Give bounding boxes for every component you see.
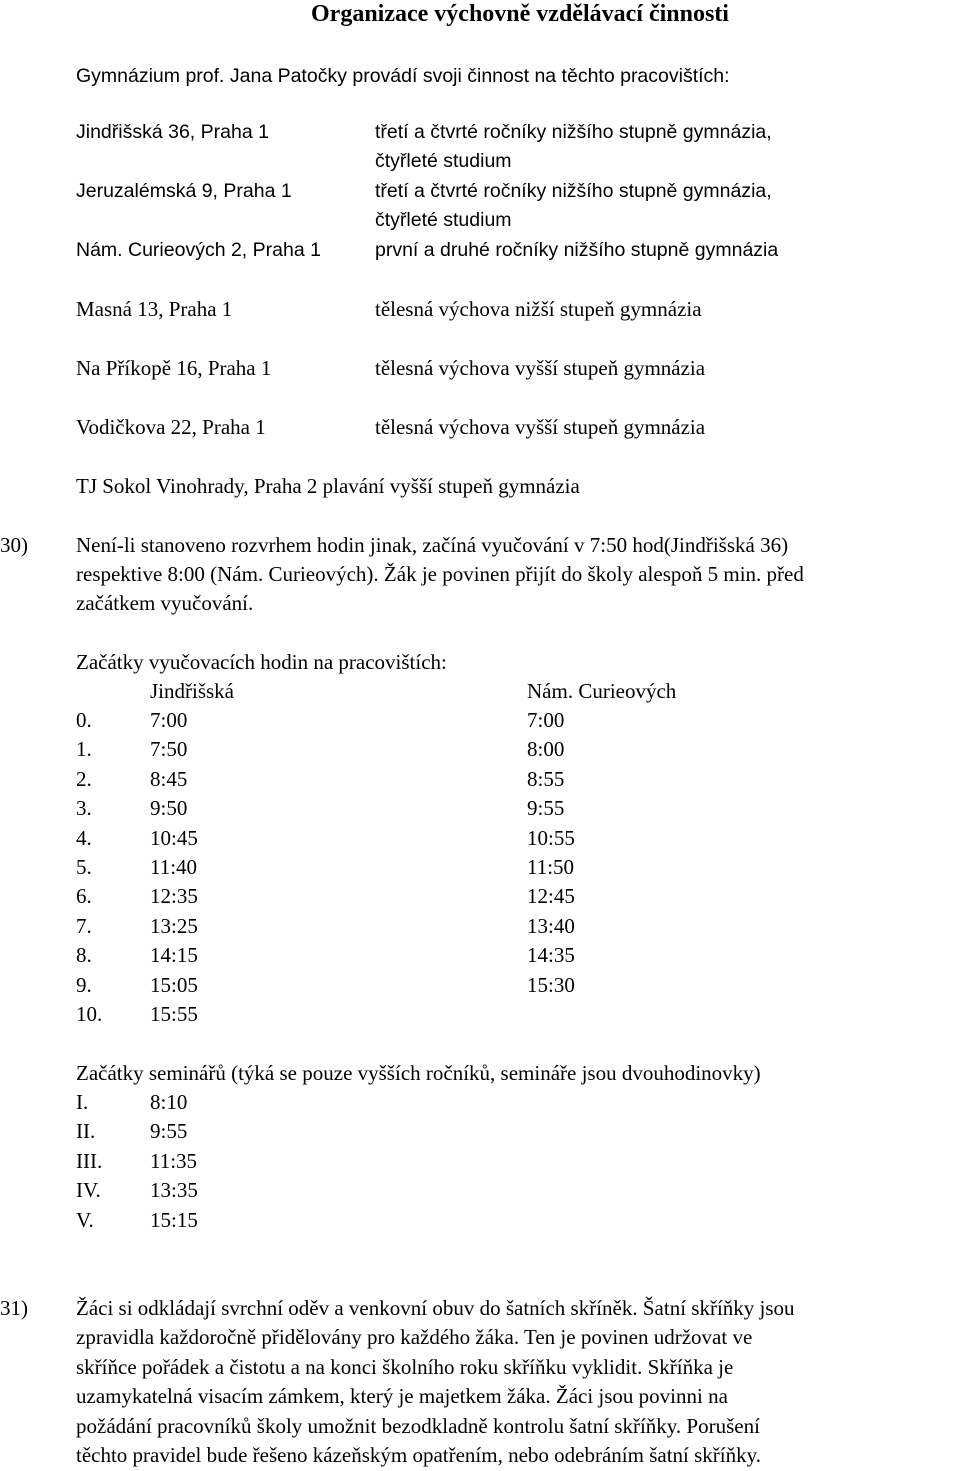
workplace-address: Na Příkopě 16, Praha 1 — [76, 356, 272, 380]
lesson-time-jindrisska: 10:45 — [150, 825, 198, 850]
lesson-number: 3. — [76, 796, 92, 821]
workplace-desc: třetí a čtvrté ročníky nižšího stupně gymnázia, — [375, 180, 772, 202]
section-text-line: požádání pracovníků školy umožnit bezodkladně kontrolu šatní skříňky. Porušení — [76, 1413, 760, 1438]
page-title: Organizace výchovně vzdělávací činnosti — [311, 1, 729, 27]
section-text-line: Není-li stanoveno rozvrhem hodin jinak, začíná vyučování v 7:50 hod(Jindřišská 36) — [76, 533, 789, 557]
column-header-jindrisska: Jindřišská — [150, 679, 234, 703]
seminar-time: 11:35 — [150, 1148, 198, 1173]
lesson-time-curieovych: 8:55 — [527, 766, 565, 791]
lesson-time-curieovych: 15:30 — [527, 972, 575, 997]
lesson-number: 4. — [76, 825, 92, 850]
seminar-number: I. — [76, 1090, 89, 1114]
lesson-time-curieovych: 12:45 — [527, 884, 575, 909]
workplace-desc-cont: čtyřleté studium — [375, 150, 512, 172]
section-text-line: skříňce pořádek a čistotu a na konci školního roku skříňku vyklidit. Skříňka je — [76, 1354, 734, 1379]
lesson-number: 2. — [76, 766, 92, 791]
workplace-desc-cont: čtyřleté studium — [375, 209, 512, 231]
section-text-line: respektive 8:00 (Nám. Curieových). Žák je povinen přijít do školy alespoň 5 min. před — [76, 562, 804, 586]
lesson-time-jindrisska: 14:15 — [150, 943, 198, 968]
lesson-time-jindrisska: 8:45 — [150, 766, 188, 791]
lesson-number: 8. — [76, 943, 92, 968]
lesson-time-jindrisska: 7:00 — [150, 708, 188, 732]
lesson-time-jindrisska: 13:25 — [150, 913, 198, 938]
lesson-number: 7. — [76, 913, 92, 938]
section-text-line: těchto pravidel bude řešeno kázeňským opatřením, nebo odebráním šatní skříňky. — [76, 1443, 762, 1467]
seminar-time: 13:35 — [150, 1178, 198, 1203]
lesson-number: 6. — [76, 884, 92, 909]
workplace-desc: první a druhé ročníky nižšího stupně gymnázia — [375, 239, 779, 261]
section-text-line: Žáci si odkládají svrchní oděv a venkovní obuv do šatních skříněk. Šatní skříňky jsou — [76, 1296, 795, 1320]
lesson-number: 1. — [76, 737, 92, 762]
lesson-time-curieovych: 13:40 — [527, 913, 575, 938]
section-text-line: uzamykatelná visacím zámkem, který je majetkem žáka. Žáci jsou povinni na — [76, 1384, 728, 1409]
seminar-time: 15:15 — [150, 1207, 198, 1232]
seminar-time: 9:55 — [150, 1119, 188, 1144]
lesson-number: 9. — [76, 972, 92, 997]
lesson-time-curieovych: 8:00 — [527, 737, 565, 762]
column-header-curieovych: Nám. Curieových — [527, 679, 677, 703]
lesson-time-curieovych: 10:55 — [527, 825, 575, 850]
seminar-time: 8:10 — [150, 1090, 188, 1114]
workplace-desc: třetí a čtvrté ročníky nižšího stupně gymnázia, — [375, 121, 772, 143]
section-number: 30) — [0, 533, 28, 557]
workplace-desc: tělesná výchova vyšší stupeň gymnázia — [375, 356, 706, 380]
workplace-address: Jeruzalémská 9, Praha 1 — [76, 180, 292, 202]
lesson-time-curieovych: 11:50 — [527, 855, 575, 879]
section-text-line: zpravidla každoročně přidělovány pro každého žáka. Ten je povinen udržovat ve — [76, 1325, 753, 1350]
lesson-time-curieovych: 14:35 — [527, 943, 575, 968]
intro-text: Gymnázium prof. Jana Patočky provádí svoji činnost na těchto pracovištích: — [76, 65, 730, 87]
lesson-number: 10. — [76, 1002, 103, 1026]
lesson-time-jindrisska: 11:40 — [150, 855, 198, 879]
lesson-time-curieovych: 9:55 — [527, 796, 565, 821]
seminar-number: III. — [76, 1148, 103, 1173]
seminar-heading: Začátky seminářů (týká se pouze vyšších ročníků, semináře jsou dvouhodinovky) — [76, 1061, 761, 1085]
section-text-line: začátkem vyučování. — [76, 591, 254, 615]
sokol-line: TJ Sokol Vinohrady, Praha 2 plavání vyšší stupeň gymnázia — [76, 474, 580, 498]
lesson-number: 5. — [76, 855, 92, 879]
lesson-time-jindrisska: 15:55 — [150, 1002, 198, 1026]
workplace-address: Jindřišská 36, Praha 1 — [76, 121, 269, 143]
lesson-number: 0. — [76, 708, 92, 732]
workplace-address: Nám. Curieových 2, Praha 1 — [76, 239, 321, 261]
workplace-desc: tělesná výchova vyšší stupeň gymnázia — [375, 415, 706, 439]
lesson-time-jindrisska: 9:50 — [150, 796, 188, 821]
lesson-time-jindrisska: 12:35 — [150, 884, 198, 909]
lesson-starts-heading: Začátky vyučovacích hodin na pracovištích: — [76, 650, 447, 674]
lesson-time-jindrisska: 7:50 — [150, 737, 188, 762]
seminar-number: V. — [76, 1207, 94, 1232]
workplace-address: Vodičkova 22, Praha 1 — [76, 415, 266, 439]
lesson-time-curieovych: 7:00 — [527, 708, 565, 732]
workplace-desc: tělesná výchova nižší stupeň gymnázia — [375, 297, 702, 321]
section-number: 31) — [0, 1296, 28, 1320]
lesson-time-jindrisska: 15:05 — [150, 972, 198, 997]
workplace-address: Masná 13, Praha 1 — [76, 297, 233, 321]
seminar-number: IV. — [76, 1178, 101, 1203]
seminar-number: II. — [76, 1119, 96, 1144]
